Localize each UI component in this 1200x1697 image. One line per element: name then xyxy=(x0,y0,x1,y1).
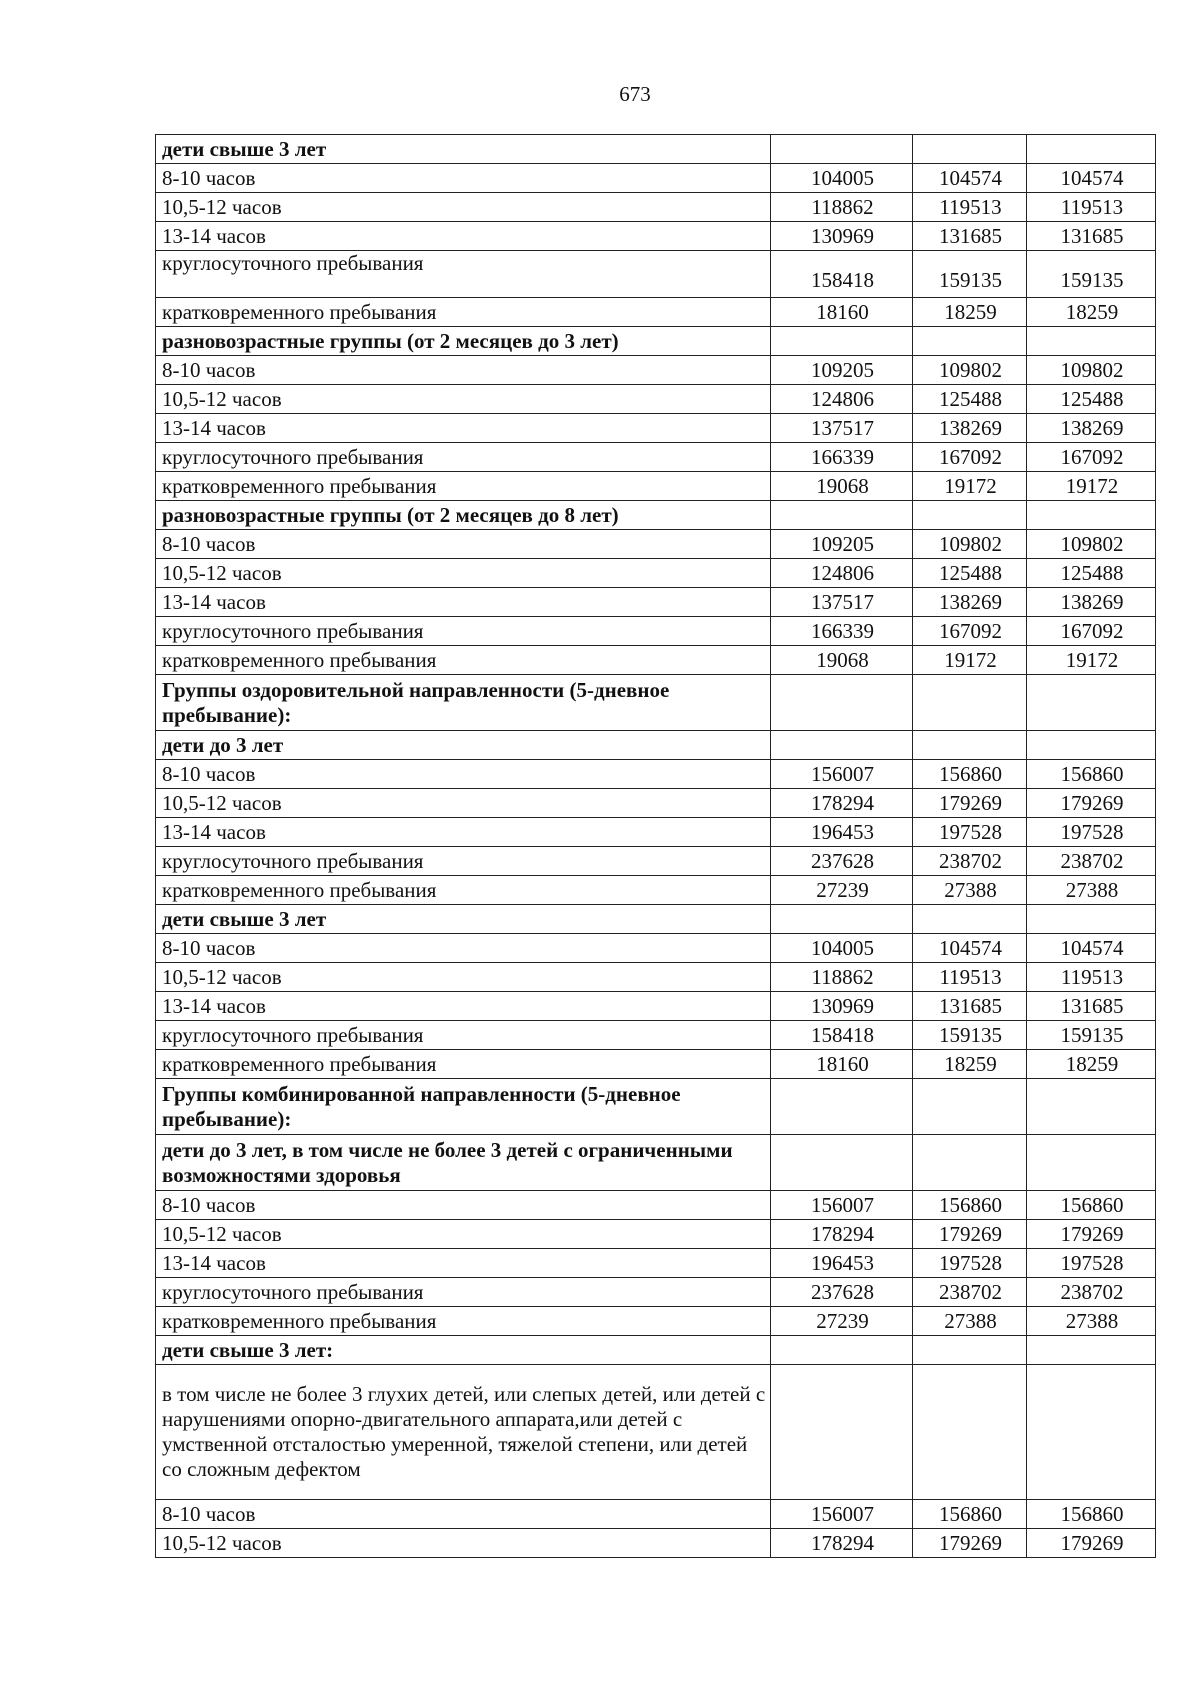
fee-table xyxy=(155,134,1156,1558)
value-cell-1: 156007 xyxy=(771,760,913,789)
value-cell-1 xyxy=(771,327,913,356)
table-row xyxy=(156,472,1156,501)
row-label: 13-14 часов xyxy=(156,414,771,443)
table-row xyxy=(156,847,1156,876)
value-cell-2 xyxy=(913,731,1027,760)
value-cell-1: 166339 xyxy=(771,443,913,472)
value-cell-2: 156860 xyxy=(913,760,1027,789)
value-cell-3 xyxy=(1027,135,1156,164)
value-cell-2: 197528 xyxy=(913,818,1027,847)
value-cell-1: 18160 xyxy=(771,298,913,327)
value-cell-2 xyxy=(913,905,1027,934)
table-row xyxy=(156,356,1156,385)
table-row xyxy=(156,1220,1156,1249)
value-cell-1: 237628 xyxy=(771,847,913,876)
value-cell-2: 159135 xyxy=(913,1021,1027,1050)
value-cell-1: 19068 xyxy=(771,646,913,675)
table-row xyxy=(156,385,1156,414)
row-label: 10,5-12 часов xyxy=(156,559,771,588)
value-cell-3: 138269 xyxy=(1027,414,1156,443)
value-cell-3: 131685 xyxy=(1027,992,1156,1021)
value-cell-2 xyxy=(913,1079,1027,1135)
row-label: 13-14 часов xyxy=(156,818,771,847)
table-row xyxy=(156,1050,1156,1079)
value-cell-1: 166339 xyxy=(771,617,913,646)
value-cell-2: 138269 xyxy=(913,588,1027,617)
value-cell-1: 158418 xyxy=(771,251,913,298)
section-header-row xyxy=(156,731,1156,760)
value-cell-3: 109802 xyxy=(1027,356,1156,385)
value-cell-1 xyxy=(771,675,913,731)
value-cell-1 xyxy=(771,1135,913,1191)
row-label: разновозрастные группы (от 2 месяцев до 3 лет) xyxy=(156,327,771,356)
row-label: кратковременного пребывания xyxy=(156,1050,771,1079)
table-row xyxy=(156,530,1156,559)
value-cell-3 xyxy=(1027,731,1156,760)
table-row xyxy=(156,1021,1156,1050)
value-cell-2: 104574 xyxy=(913,934,1027,963)
value-cell-1: 156007 xyxy=(771,1500,913,1529)
value-cell-2: 109802 xyxy=(913,356,1027,385)
section-header-row xyxy=(156,1135,1156,1191)
row-label: 13-14 часов xyxy=(156,222,771,251)
value-cell-1: 124806 xyxy=(771,559,913,588)
value-cell-2: 179269 xyxy=(913,1220,1027,1249)
section-header-row xyxy=(156,327,1156,356)
value-cell-3 xyxy=(1027,905,1156,934)
value-cell-1: 158418 xyxy=(771,1021,913,1050)
value-cell-3: 18259 xyxy=(1027,1050,1156,1079)
value-cell-1: 18160 xyxy=(771,1050,913,1079)
table-row xyxy=(156,1529,1156,1558)
value-cell-2 xyxy=(913,1365,1027,1500)
value-cell-2: 131685 xyxy=(913,222,1027,251)
value-cell-1: 109205 xyxy=(771,356,913,385)
section-header-row xyxy=(156,135,1156,164)
value-cell-2 xyxy=(913,675,1027,731)
table-row xyxy=(156,963,1156,992)
row-label: круглосуточного пребывания xyxy=(156,443,771,472)
table-row xyxy=(156,818,1156,847)
table-row xyxy=(156,164,1156,193)
value-cell-1: 118862 xyxy=(771,963,913,992)
row-label: кратковременного пребывания xyxy=(156,472,771,501)
table-row xyxy=(156,1191,1156,1220)
row-label: дети свыше 3 лет: xyxy=(156,1336,771,1365)
section-header-row xyxy=(156,905,1156,934)
value-cell-2: 156860 xyxy=(913,1500,1027,1529)
table-row xyxy=(156,193,1156,222)
value-cell-2: 19172 xyxy=(913,472,1027,501)
row-label: 8-10 часов xyxy=(156,530,771,559)
value-cell-2: 238702 xyxy=(913,847,1027,876)
row-label: 8-10 часов xyxy=(156,760,771,789)
value-cell-1: 178294 xyxy=(771,1529,913,1558)
row-label: круглосуточного пребывания xyxy=(156,617,771,646)
value-cell-3: 167092 xyxy=(1027,617,1156,646)
value-cell-1: 104005 xyxy=(771,164,913,193)
table-row xyxy=(156,414,1156,443)
value-cell-2: 197528 xyxy=(913,1249,1027,1278)
value-cell-3: 19172 xyxy=(1027,646,1156,675)
value-cell-3: 125488 xyxy=(1027,559,1156,588)
row-label: 13-14 часов xyxy=(156,1249,771,1278)
row-label: Группы комбинированной направленности (5-дневное пребывание): xyxy=(156,1079,771,1135)
value-cell-2: 119513 xyxy=(913,963,1027,992)
value-cell-3: 131685 xyxy=(1027,222,1156,251)
row-label: кратковременного пребывания xyxy=(156,646,771,675)
table-row xyxy=(156,588,1156,617)
value-cell-1: 156007 xyxy=(771,1191,913,1220)
row-label: 13-14 часов xyxy=(156,588,771,617)
section-header-row xyxy=(156,675,1156,731)
table-row xyxy=(156,222,1156,251)
row-label: 13-14 часов xyxy=(156,992,771,1021)
value-cell-1: 137517 xyxy=(771,414,913,443)
value-cell-3: 238702 xyxy=(1027,847,1156,876)
row-label: 8-10 часов xyxy=(156,934,771,963)
row-label: 8-10 часов xyxy=(156,356,771,385)
value-cell-3: 179269 xyxy=(1027,1529,1156,1558)
row-label: 8-10 часов xyxy=(156,1500,771,1529)
value-cell-1: 118862 xyxy=(771,193,913,222)
table-row xyxy=(156,934,1156,963)
value-cell-2: 27388 xyxy=(913,876,1027,905)
value-cell-2: 238702 xyxy=(913,1278,1027,1307)
value-cell-3: 156860 xyxy=(1027,760,1156,789)
value-cell-2: 167092 xyxy=(913,617,1027,646)
value-cell-3: 109802 xyxy=(1027,530,1156,559)
value-cell-3: 27388 xyxy=(1027,1307,1156,1336)
table-row xyxy=(156,1249,1156,1278)
value-cell-3: 27388 xyxy=(1027,876,1156,905)
value-cell-1: 237628 xyxy=(771,1278,913,1307)
value-cell-2: 138269 xyxy=(913,414,1027,443)
table-row xyxy=(156,251,1156,298)
value-cell-3: 197528 xyxy=(1027,1249,1156,1278)
value-cell-3: 125488 xyxy=(1027,385,1156,414)
page-number: 673 xyxy=(619,82,651,106)
row-label: круглосуточного пребывания xyxy=(156,847,771,876)
value-cell-2 xyxy=(913,1135,1027,1191)
table-row xyxy=(156,646,1156,675)
value-cell-2: 125488 xyxy=(913,385,1027,414)
table-row xyxy=(156,789,1156,818)
row-label: 10,5-12 часов xyxy=(156,1529,771,1558)
row-label: разновозрастные группы (от 2 месяцев до 8 лет) xyxy=(156,501,771,530)
row-label: 10,5-12 часов xyxy=(156,193,771,222)
value-cell-3 xyxy=(1027,1135,1156,1191)
value-cell-2: 179269 xyxy=(913,1529,1027,1558)
row-label: кратковременного пребывания xyxy=(156,876,771,905)
table-row xyxy=(156,1365,1156,1500)
value-cell-3: 159135 xyxy=(1027,251,1156,298)
value-cell-3: 238702 xyxy=(1027,1278,1156,1307)
section-header-row xyxy=(156,1079,1156,1135)
row-label: круглосуточного пребывания xyxy=(156,251,771,298)
row-label: 8-10 часов xyxy=(156,1191,771,1220)
value-cell-3: 104574 xyxy=(1027,934,1156,963)
row-label: 8-10 часов xyxy=(156,164,771,193)
row-label: дети до 3 лет, в том числе не более 3 детей с ограниченными возможностями здоровья xyxy=(156,1135,771,1191)
value-cell-2 xyxy=(913,1336,1027,1365)
value-cell-1: 196453 xyxy=(771,1249,913,1278)
value-cell-2: 19172 xyxy=(913,646,1027,675)
value-cell-2: 131685 xyxy=(913,992,1027,1021)
table-row xyxy=(156,443,1156,472)
section-header-row xyxy=(156,1336,1156,1365)
value-cell-3: 156860 xyxy=(1027,1500,1156,1529)
row-label: кратковременного пребывания xyxy=(156,298,771,327)
value-cell-2: 125488 xyxy=(913,559,1027,588)
value-cell-3 xyxy=(1027,1079,1156,1135)
value-cell-2: 27388 xyxy=(913,1307,1027,1336)
value-cell-2: 104574 xyxy=(913,164,1027,193)
value-cell-1: 130969 xyxy=(771,222,913,251)
row-label: круглосуточного пребывания xyxy=(156,1278,771,1307)
value-cell-1: 130969 xyxy=(771,992,913,1021)
value-cell-1 xyxy=(771,1365,913,1500)
value-cell-1: 196453 xyxy=(771,818,913,847)
row-label: дети свыше 3 лет xyxy=(156,135,771,164)
value-cell-2: 179269 xyxy=(913,789,1027,818)
value-cell-2: 119513 xyxy=(913,193,1027,222)
value-cell-2: 109802 xyxy=(913,530,1027,559)
table-row xyxy=(156,617,1156,646)
row-label: кратковременного пребывания xyxy=(156,1307,771,1336)
value-cell-3: 179269 xyxy=(1027,1220,1156,1249)
table-row xyxy=(156,1278,1156,1307)
row-label: 10,5-12 часов xyxy=(156,385,771,414)
value-cell-3: 156860 xyxy=(1027,1191,1156,1220)
value-cell-1: 109205 xyxy=(771,530,913,559)
value-cell-3: 197528 xyxy=(1027,818,1156,847)
value-cell-2 xyxy=(913,135,1027,164)
value-cell-2 xyxy=(913,327,1027,356)
value-cell-1 xyxy=(771,501,913,530)
row-label: дети до 3 лет xyxy=(156,731,771,760)
row-label: 10,5-12 часов xyxy=(156,963,771,992)
value-cell-3 xyxy=(1027,675,1156,731)
value-cell-3: 138269 xyxy=(1027,588,1156,617)
value-cell-3: 179269 xyxy=(1027,789,1156,818)
value-cell-3: 19172 xyxy=(1027,472,1156,501)
value-cell-1: 124806 xyxy=(771,385,913,414)
value-cell-3: 159135 xyxy=(1027,1021,1156,1050)
row-label: 10,5-12 часов xyxy=(156,1220,771,1249)
table-row xyxy=(156,992,1156,1021)
value-cell-1 xyxy=(771,905,913,934)
value-cell-3: 104574 xyxy=(1027,164,1156,193)
value-cell-2: 167092 xyxy=(913,443,1027,472)
row-label: круглосуточного пребывания xyxy=(156,1021,771,1050)
row-label: 10,5-12 часов xyxy=(156,789,771,818)
value-cell-1: 178294 xyxy=(771,789,913,818)
value-cell-2: 159135 xyxy=(913,251,1027,298)
value-cell-2: 156860 xyxy=(913,1191,1027,1220)
value-cell-3: 18259 xyxy=(1027,298,1156,327)
table-body xyxy=(156,135,1156,1558)
value-cell-1 xyxy=(771,1336,913,1365)
value-cell-3: 119513 xyxy=(1027,963,1156,992)
table-row xyxy=(156,760,1156,789)
value-cell-1 xyxy=(771,1079,913,1135)
value-cell-2: 18259 xyxy=(913,298,1027,327)
table-row xyxy=(156,559,1156,588)
row-label: в том числе не более 3 глухих детей, или слепых детей, или детей с нарушениями опорно-двигательного аппарата,или детей с умственной отсталостью умеренной, тяжелой степени, или детей со сложным дефектом xyxy=(156,1365,771,1500)
row-label: Группы оздоровительной направленности (5-дневное пребывание): xyxy=(156,675,771,731)
value-cell-2: 18259 xyxy=(913,1050,1027,1079)
value-cell-1: 137517 xyxy=(771,588,913,617)
value-cell-1: 104005 xyxy=(771,934,913,963)
value-cell-1: 19068 xyxy=(771,472,913,501)
value-cell-1: 27239 xyxy=(771,876,913,905)
table-row xyxy=(156,1500,1156,1529)
table-row xyxy=(156,876,1156,905)
value-cell-3 xyxy=(1027,1365,1156,1500)
value-cell-2 xyxy=(913,501,1027,530)
section-header-row xyxy=(156,501,1156,530)
value-cell-3: 167092 xyxy=(1027,443,1156,472)
value-cell-3: 119513 xyxy=(1027,193,1156,222)
row-label: дети свыше 3 лет xyxy=(156,905,771,934)
table-row xyxy=(156,1307,1156,1336)
value-cell-1: 178294 xyxy=(771,1220,913,1249)
table-row xyxy=(156,298,1156,327)
value-cell-3 xyxy=(1027,1336,1156,1365)
value-cell-1 xyxy=(771,135,913,164)
value-cell-3 xyxy=(1027,327,1156,356)
value-cell-1 xyxy=(771,731,913,760)
value-cell-3 xyxy=(1027,501,1156,530)
value-cell-1: 27239 xyxy=(771,1307,913,1336)
